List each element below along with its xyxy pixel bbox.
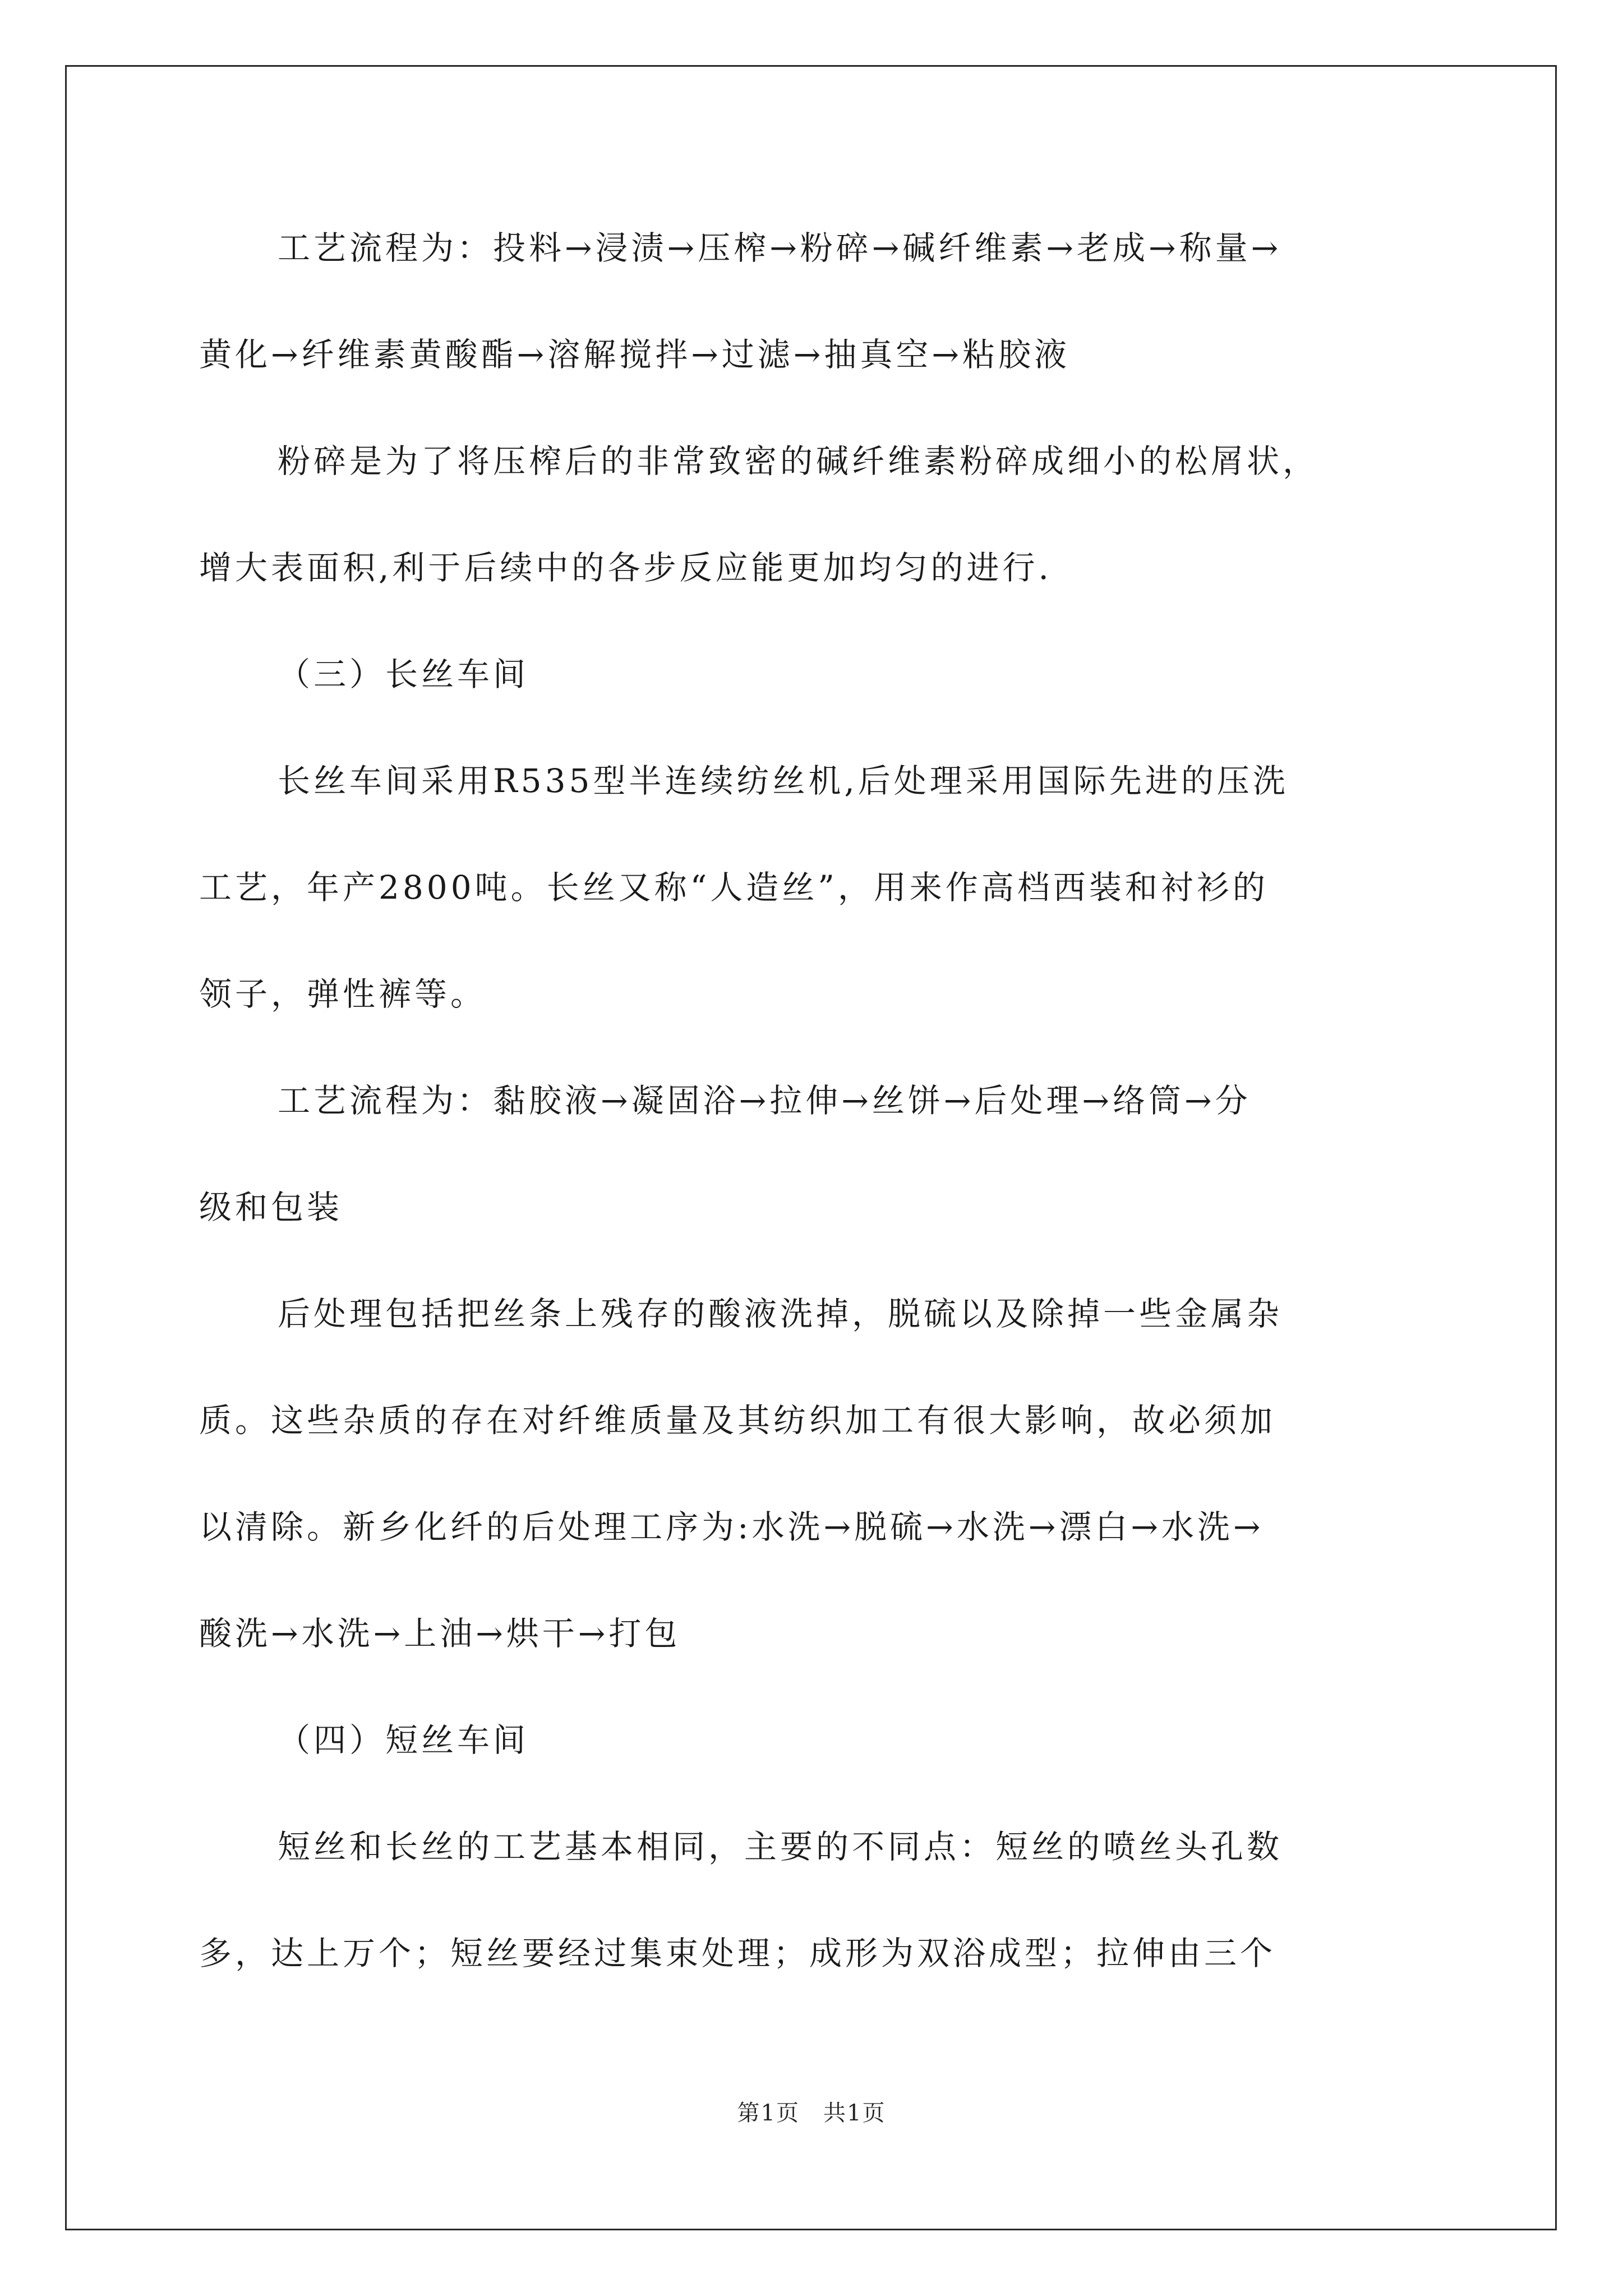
paragraph-post-treatment-cont-2: 以清除。新乡化纤的后处理工序为:水洗→脱硫→水洗→漂白→水洗→	[199, 1508, 1264, 1546]
paragraph-crushing: 粉碎是为了将压榨后的非常致密的碱纤维素粉碎成细小的松屑状，	[278, 442, 1319, 480]
paragraph-process-flow-1-cont: 黄化→纤维素黄酸酯→溶解搅拌→过滤→抽真空→粘胶液	[199, 335, 1070, 374]
paragraph-crushing-cont: 增大表面积,利于后续中的各步反应能更加均匀的进行.	[199, 549, 1052, 587]
paragraph-staple-workshop: 短丝和长丝的工艺基本相同，主要的不同点：短丝的喷丝头孔数	[278, 1828, 1283, 1866]
paragraph-staple-workshop-cont: 多，达上万个；短丝要经过集束处理；成形为双浴成型；拉伸由三个	[199, 1934, 1276, 1972]
page-number: 第1页	[737, 2100, 800, 2126]
paragraph-post-treatment-cont-3: 酸洗→水洗→上油→烘干→打包	[199, 1614, 681, 1653]
page-total: 共1页	[823, 2100, 886, 2126]
section-heading-staple-workshop: （四）短丝车间	[278, 1721, 529, 1759]
paragraph-process-flow-1: 工艺流程为：投料→浸渍→压榨→粉碎→碱纤维素→老成→称量→	[278, 229, 1282, 267]
paragraph-process-flow-2-cont: 级和包装	[199, 1188, 343, 1226]
paragraph-post-treatment: 后处理包括把丝条上残存的酸液洗掉，脱硫以及除掉一些金属杂	[278, 1295, 1283, 1333]
page-footer	[0, 2095, 1623, 2127]
paragraph-process-flow-2: 工艺流程为：黏胶液→凝固浴→拉伸→丝饼→后处理→络筒→分	[278, 1082, 1251, 1120]
paragraph-filament-workshop-cont-2: 领子，弹性裤等。	[199, 975, 487, 1013]
paragraph-filament-workshop-cont-1: 工艺，年产2800吨。长丝又称“人造丝”，用来作高档西装和衬衫的	[199, 868, 1269, 907]
paragraph-post-treatment-cont-1: 质。这些杂质的存在对纤维质量及其纺织加工有很大影响，故必须加	[199, 1401, 1276, 1439]
paragraph-filament-workshop: 长丝车间采用R535型半连续纺丝机,后处理采用国际先进的压洗	[278, 762, 1289, 800]
section-heading-filament-workshop: （三）长丝车间	[278, 655, 529, 693]
document-body	[199, 214, 1433, 2026]
